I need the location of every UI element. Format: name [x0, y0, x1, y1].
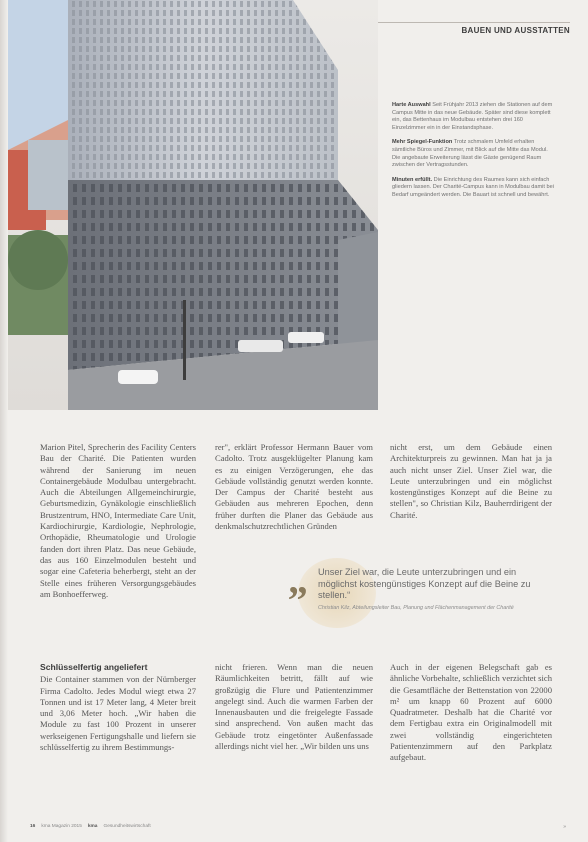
- sidebar-block-title: Mehr Spiegel-Funktion: [392, 139, 453, 146]
- sidebar-block-title: Harte Auswahl: [392, 102, 431, 108]
- body-paragraph: nicht frieren. Wenn man die neuen Räumlichkeiten betritt, fällt auf wie großzügig die Flure und Patientenzimmer angelegt sind. Auch die warmen Farben der Innenausbauten und die freigelegte Fassade sind ansprechend. Von außen macht das Gebäude trotz eingetönter Außenfassade allerdings nicht viel her. „Wir bilden uns uns: [215, 662, 373, 752]
- brand-tagline: Gesundheitswirtschaft: [103, 824, 151, 829]
- subheading: Schlüsselfertig angeliefert: [40, 662, 148, 672]
- body-column-3-bottom: [390, 662, 552, 764]
- issue-info: kma Magazin 2015: [41, 824, 82, 829]
- sidebar-block-text: Trotz schmalem Umfeld erhalten sämtliche Büros und Zimmer, mit Blick auf die Mitte das Modul. Die angebaute Erweiterung lässt die Gäste genügend Raum zwischen der Vertragsstunden.: [392, 139, 548, 169]
- body-paragraph: nicht erst, um dem Gebäude einen Architekturpreis zu gewinnen. Man hat ja ja auch nicht unser Ziel. Unser Ziel war, die Leute unterzubringen und ein möglichst kostengünstiges Konzept auf die Beine zu stellen", so Christian Kilz, Bauherrdirigent der Charité.: [390, 442, 552, 520]
- photo-sidebar: [392, 102, 557, 207]
- pull-quote: [288, 558, 558, 638]
- page-binding-edge: [0, 0, 8, 842]
- brand-name: kma: [87, 824, 98, 829]
- next-page-marker: »: [563, 824, 566, 830]
- body-column-3-top: [390, 442, 552, 521]
- page-number: 16: [30, 824, 36, 829]
- sidebar-block: [392, 139, 557, 169]
- quote-text: Unser Ziel war, die Leute unterzubringen und ein möglichst kostengünstiges Konzept auf die Beine zu stellen.“: [318, 567, 531, 601]
- sidebar-block: [392, 177, 557, 200]
- body-column-2-top: [215, 442, 373, 532]
- body-paragraph: Auch in der eigenen Belegschaft gab es ähnliche Vorbehalte, schließlich verzichtet sich die Gesamtfläche der Bettenstation von 22000 m² um knapp 60 Prozent auf 6000 Quadratmeter. Deshalb hat die Charité vor dem Fertigbau extra ein Originalmodell mit zwei vollständig eingerichteten Patientenzimmern auf den Parkplatz aufgebaut.: [390, 662, 552, 763]
- sidebar-block-text: Seit Frühjahr 2013 ziehen die Stationen auf dem Campus Mitte in das neue Gebäude. Später sind diese komplett ein, das Bettenhaus im Modulbau entstehen drei 160 Einzelzimmer ein in der Einstandsphase.: [392, 102, 553, 131]
- sidebar-block-text: Die Einrichtung des Raumes kann sich einfach gliedern lassen. Der Charité-Campus kann in Modulbau damit bei Bedarf umgeändert werden. Die Bauart ist schnell und bewährt.: [392, 176, 554, 198]
- body-paragraph: rer", erklärt Professor Hermann Bauer vom Cadolto. Trotz ausgeklügelter Planung kam es zu einigen Verzögerungen, ehe das Gebäude vollständig genutzt werden konnte. Der Campus der Charité besteht aus Gebäuden aus mehreren Epochen, denn früher durften die Planer das Gebäude aus denkmalschutzrechtlichen Gründen: [215, 442, 373, 532]
- body-paragraph: Marion Pitel, Sprecherin des Facility Centers Bau der Charité. Die Patienten wurden während der Sanierung im neuen Containergebäude Modulbau untergebracht. Auch die Abteilungen Allgemeinchirurgie, Geburtsmedizin, Gynäkologie einschließlich Brustzentrum, HNO, Intermediate Care Unit, Kardiochirurgie, Kardiologie, Nephrologie, Orthopädie, Rheumatologie und Urologie fanden dort ihren Platz. Das neue Gebäude, das aus 160 Einzelmodulen besteht und sogar eine Cafeteria beherbergt, steht an der Stelle eines früheren Versorgungsgebäudes am Bonhoefferweg.: [40, 442, 196, 599]
- quote-source: Christian Kilz, Abteilungsleiter Bau, Planung und Flächenmanagement der Charité: [318, 605, 514, 611]
- page-footer: [30, 824, 566, 830]
- body-column-1-top: [40, 442, 196, 600]
- quote-mark-icon: „: [288, 557, 308, 602]
- sidebar-block: [392, 102, 557, 132]
- body-column-1-bottom: [40, 662, 196, 753]
- section-header: BAUEN UND AUSSTATTEN: [370, 22, 570, 35]
- body-column-2-bottom: [215, 662, 373, 752]
- body-paragraph: Die Container stammen von der Nürnberger Firma Cadolto. Jedes Modul wiegt etwa 27 Tonnen und ist 17 Meter lang, 4 Meter breit und 3,06 Meter hoch. „Wir haben die Module zu fast 100 Prozent in unserer werkseigenen Fertigungshalle und liefern sie schlüsselfertig zu ihrem Bestimmungs-: [40, 674, 196, 753]
- building-photo: [8, 0, 378, 410]
- sidebar-block-title: Minuten erfüllt.: [392, 176, 433, 183]
